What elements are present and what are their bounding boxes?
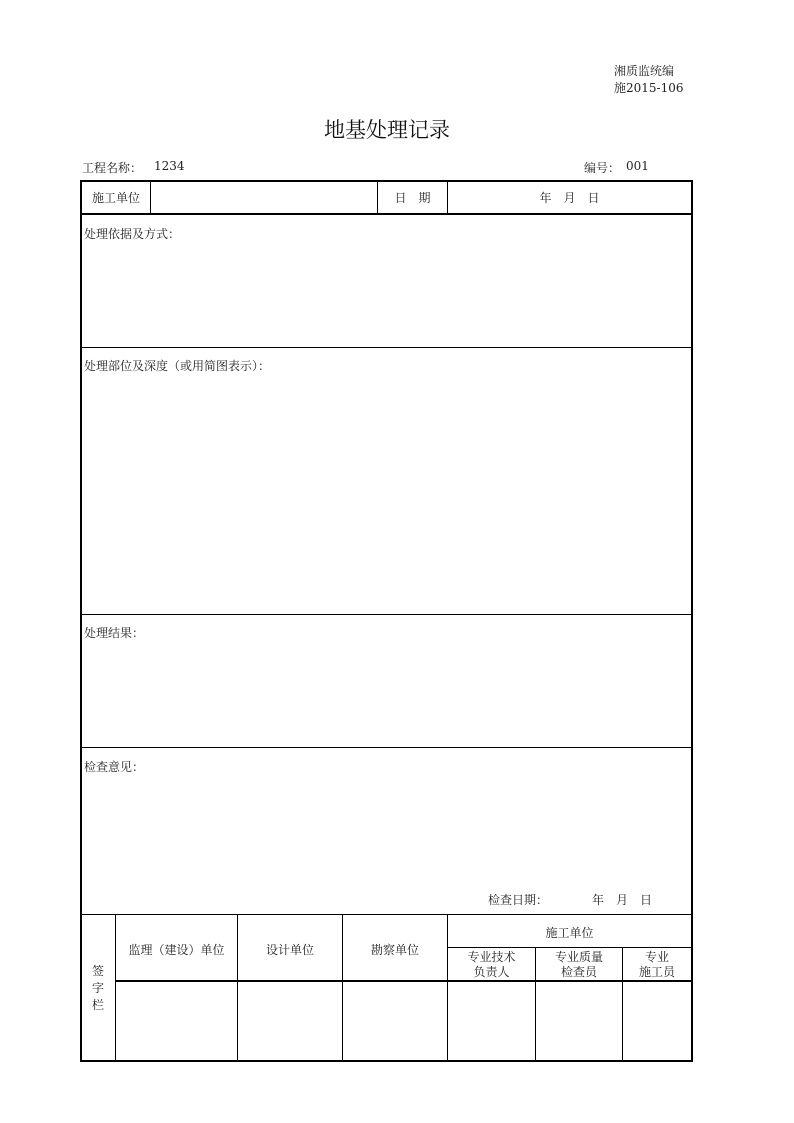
qa-inspector-header-line1: 专业质量 [554, 950, 603, 964]
border-top [80, 180, 693, 182]
tech-lead-signature-field[interactable] [448, 982, 535, 1060]
signature-column-label: 签字栏 [91, 964, 104, 1012]
section-sep-3 [80, 747, 693, 748]
construction-unit-header: 施工单位 [545, 926, 594, 940]
worker-header-line2: 施工员 [638, 965, 675, 979]
form-code-line2: 施2015-106 [614, 81, 684, 95]
treatment-location-field[interactable] [82, 376, 690, 610]
worker-signature-field[interactable] [623, 982, 691, 1060]
section-sep-2 [80, 614, 693, 615]
supervision-signature-field[interactable] [116, 982, 237, 1060]
tech-lead-header-line1: 专业技术 [467, 950, 516, 964]
inspection-date-field[interactable]: 年 月 日 [592, 893, 653, 907]
treatment-basis-label: 处理依据及方式： [84, 227, 181, 241]
section-sep-4 [80, 914, 693, 915]
construction-unit-field[interactable] [152, 189, 376, 207]
row1-div-a [150, 180, 151, 214]
page-title: 地基处理记录 [324, 118, 450, 142]
border-right [691, 180, 693, 1062]
date-label: 日 期 [394, 191, 431, 205]
inspection-opinion-field[interactable] [82, 777, 690, 882]
border-bottom [80, 1060, 693, 1062]
inspection-opinion-label: 检查意见： [84, 760, 145, 774]
form-code-line1: 湘质监统编 [614, 64, 675, 78]
treatment-result-label: 处理结果： [84, 626, 145, 640]
survey-signature-field[interactable] [343, 982, 447, 1060]
number-value[interactable]: 001 [626, 159, 649, 173]
inspection-date-label: 检查日期： [488, 893, 549, 907]
row1-bottom [80, 213, 693, 215]
treatment-result-field[interactable] [82, 643, 690, 743]
tech-lead-header-line2: 负责人 [473, 965, 510, 979]
date-field[interactable]: 年 月 日 [539, 191, 600, 205]
survey-unit-header: 勘察单位 [370, 943, 419, 957]
project-name-value[interactable]: 1234 [154, 159, 185, 173]
qa-inspector-signature-field[interactable] [536, 982, 622, 1060]
project-name-label: 工程名称： [82, 161, 143, 175]
treatment-location-label: 处理部位及深度（或用简图表示）： [84, 359, 271, 373]
sig-construction-split [447, 947, 692, 948]
design-unit-header: 设计单位 [265, 943, 314, 957]
treatment-basis-field[interactable] [82, 244, 690, 344]
section-sep-1 [80, 347, 693, 348]
worker-header-line1: 专业 [644, 950, 669, 964]
qa-inspector-header-line2: 检查员 [560, 965, 597, 979]
number-label: 编号： [584, 161, 621, 175]
supervision-unit-header: 监理（建设）单位 [128, 943, 225, 957]
construction-unit-label: 施工单位 [91, 191, 140, 205]
design-signature-field[interactable] [238, 982, 342, 1060]
